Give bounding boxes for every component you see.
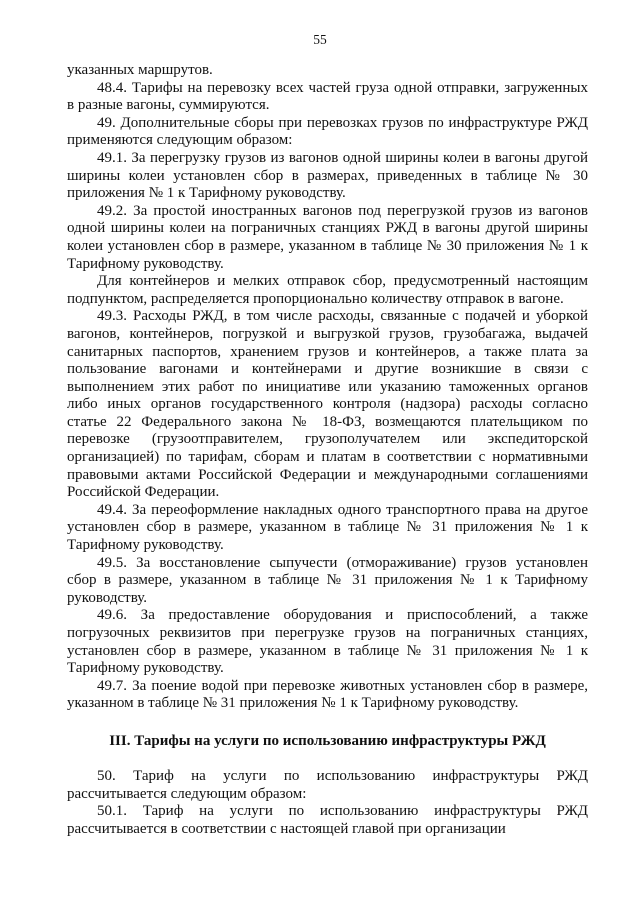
page-number: 55 bbox=[313, 32, 327, 47]
paragraph-continuation: указанных маршрутов. bbox=[67, 62, 213, 78]
paragraph-49-2: 49.2. За простой иностранных вагонов под перегрузкой грузов из вагонов одной ширины колеи на пограничных станциях РЖД в вагоны другой ширины колеи установлен сбор в размере, указанном в таблице № 30 приложения № 1 к Тарифному руководству. bbox=[67, 202, 588, 272]
paragraph-49-4: 49.4. За переоформление накладных одного транспортного права на другое установлен сбор в размере, указанном в таблице № 31 приложения № 1 к Тарифному руководству. bbox=[67, 501, 588, 554]
paragraph-50-1: 50.1. Тариф на услуги по использованию инфраструктуры РЖД рассчитывается в соответствии с настоящей главой при организации bbox=[67, 803, 588, 837]
paragraph-49-3: 49.3. Расходы РЖД, в том числе расходы, связанные с подачей и уборкой вагонов, контейнеров, погрузкой и выгрузкой грузов, грузобагажа, выдачей санитарных паспортов, хранением грузов и контейнеров, а также плата за пользование вагонами и контейнерами и другие возникшие в связи с выполнением этих работ по инициативе или указанию таможенных органов либо иных органов государственного контроля (надзора) расходы согласно статье 22 Федерального закона № 18-ФЗ, возмещаются плательщиком по перевозке (грузоотправителем, грузополучателем или экспедиторской организацией) по тарифам, сборам и платам в соответствии с нормативными правовыми актами Российской Федерации и международными соглашениями Российской Федерации. bbox=[67, 308, 588, 501]
section-heading: III. Тарифы на услуги по использованию инфраструктуры РЖД bbox=[109, 732, 546, 749]
paragraph-49-6: 49.6. За предоставление оборудования и приспособлений, а также погрузочных реквизитов при перегрузке грузов на пограничных станциях, установлен сбор в размере, указанном в таблице № 31 приложения № 1 к Тарифному руководству. bbox=[67, 607, 588, 677]
paragraph-48-4: 48.4. Тарифы на перевозку всех частей груза одной отправки, загруженных в разные вагоны, суммируются. bbox=[67, 79, 588, 114]
paragraph-49-5: 49.5. За восстановление сыпучести (отмораживание) грузов установлен сбор в размере, указанном в таблице № 31 приложения № 1 к Тарифному руководству. bbox=[67, 554, 588, 606]
paragraph-49-7: 49.7. За поение водой при перевозке животных установлен сбор в размере, указанном в таблице № 31 приложения № 1 к Тарифному руководству. bbox=[67, 677, 588, 712]
paragraph-50: 50. Тариф на услуги по использованию инфраструктуры РЖД рассчитывается следующим образом: bbox=[67, 767, 588, 802]
paragraph-49-2-containers: Для контейнеров и мелких отправок сбор, предусмотренный настоящим подпунктом, распределяется пропорционально количеству отправок в вагоне. bbox=[67, 273, 588, 307]
document-body bbox=[67, 62, 588, 838]
paragraph-49-1: 49.1. За перегрузку грузов из вагонов одной ширины колеи в вагоны другой ширины колеи установлен сбор в размерах, приведенных в таблице № 30 приложения № 1 к Тарифному руководству. bbox=[67, 149, 588, 202]
paragraph-49: 49. Дополнительные сборы при перевозках грузов по инфраструктуре РЖД применяются следующим образом: bbox=[67, 114, 588, 149]
